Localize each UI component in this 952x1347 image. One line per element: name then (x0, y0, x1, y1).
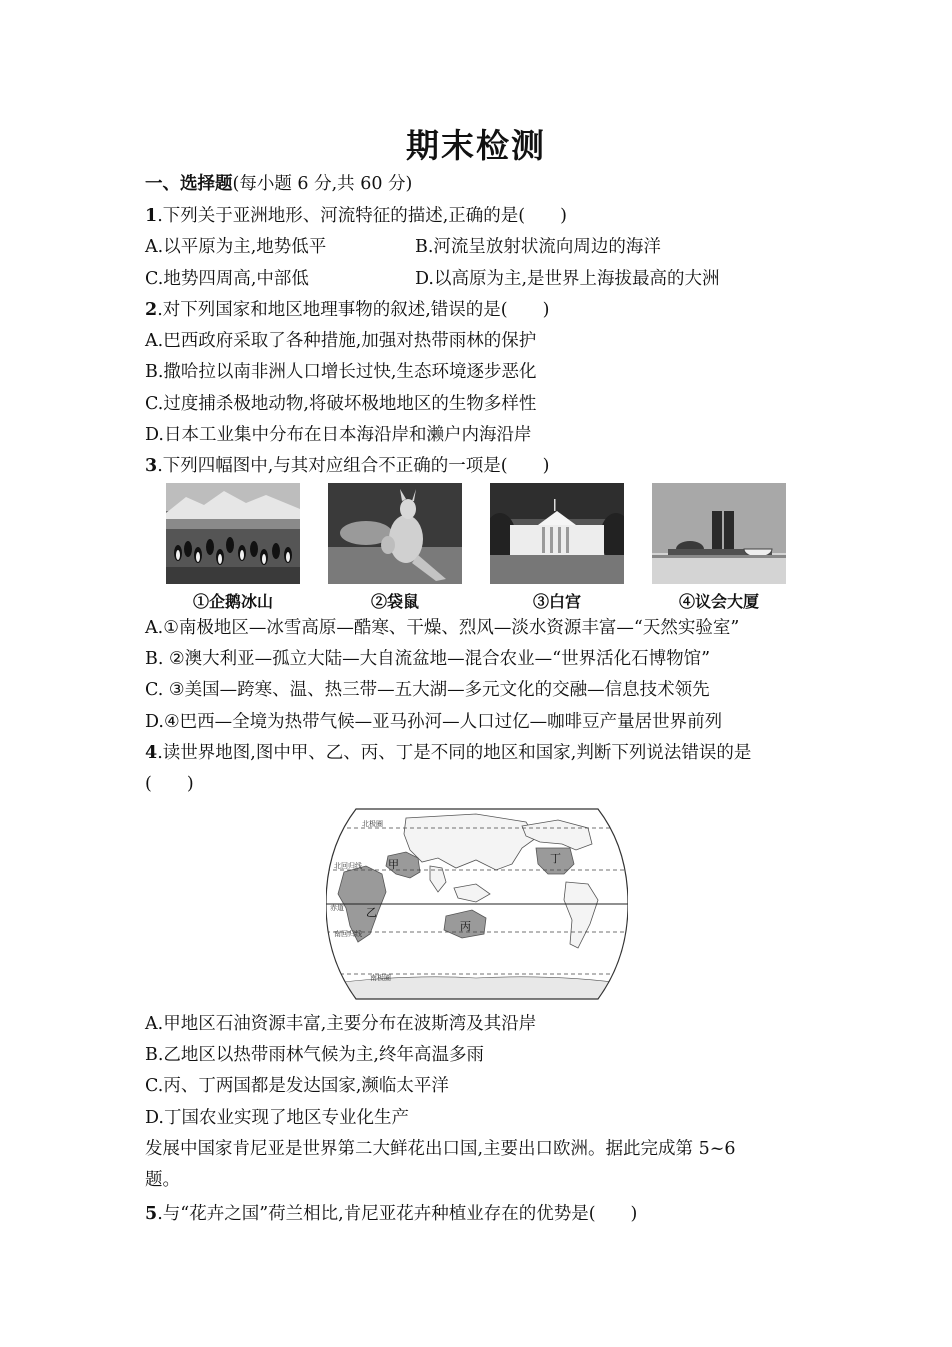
question-number: 5 (145, 1204, 158, 1224)
question-text: .读世界地图,图中甲、乙、丙、丁是不同的地区和国家,判断下列说法错误的是 (157, 743, 752, 763)
question-1-option-c: C.地势四周高,中部低 (145, 269, 309, 289)
south-polar-label: 南极圈 (370, 974, 391, 982)
region-ding-label: 丁 (550, 852, 561, 865)
question-3-option-c: C. ③美国—跨寒、温、热三带—五大湖—多元文化的交融—信息技术领先 (145, 680, 710, 700)
question-1-row-1 (145, 235, 326, 259)
kangaroo-photo (328, 483, 462, 584)
section-label: 一、选择题 (145, 174, 233, 194)
intro-5-6-line-1: 发展中国家肯尼亚是世界第二大鲜花出口国,主要出口欧洲。据此完成第 5~6 (145, 1139, 736, 1159)
question-text: .与“花卉之国”荷兰相比,肯尼亚花卉种植业存在的优势是( ) (157, 1204, 638, 1224)
intro-5-6-line-2: 题。 (145, 1170, 180, 1190)
question-1-stem (145, 204, 567, 228)
page-title: 期末检测 (406, 126, 546, 165)
question-text: .下列四幅图中,与其对应组合不正确的一项是( ) (157, 456, 550, 476)
section-note: (每小题 6 分,共 60 分) (232, 174, 413, 194)
option-a: A.以平原为主,地势低平 (145, 237, 327, 257)
question-1-option-d: D.以高原为主,是世界上海拔最高的大洲 (415, 269, 720, 289)
photo-caption-1: ①企鹅冰山 (192, 592, 273, 611)
region-bing-label: 丙 (460, 920, 471, 933)
region-yi-label: 乙 (366, 906, 377, 919)
question-number: 1 (145, 206, 158, 226)
question-3-option-a: A.①南极地区—冰雪高原—酷寒、干燥、烈风—淡水资源丰富—“天然实验室” (145, 618, 740, 638)
question-4-option-b: B.乙地区以热带雨林气候为主,终年高温多雨 (145, 1045, 484, 1065)
question-5-stem (145, 1202, 637, 1226)
question-3-option-d: D.④巴西—全境为热带气候—亚马孙河—人口过亿—咖啡豆产量居世界前列 (145, 712, 723, 732)
photo-caption-2: ②袋鼠 (370, 592, 419, 611)
question-2-option-d: D.日本工业集中分布在日本海沿岸和濑户内海沿岸 (145, 425, 532, 445)
photo-caption-3: ③白宫 (532, 592, 581, 611)
world-map (326, 808, 628, 1000)
congress-building-photo (652, 483, 786, 584)
question-2-option-b: B.撒哈拉以南非洲人口增长过快,生态环境逐步恶化 (145, 362, 537, 382)
question-number: 2 (145, 300, 158, 320)
penguin-iceberg-photo (166, 483, 300, 584)
question-2-option-a: A.巴西政府采取了各种措施,加强对热带雨林的保护 (145, 331, 537, 351)
question-2-option-c: C.过度捕杀极地动物,将破坏极地地区的生物多样性 (145, 394, 537, 414)
question-2-stem (145, 298, 549, 322)
section-heading (145, 172, 412, 196)
question-4-option-c: C.丙、丁两国都是发达国家,濒临太平洋 (145, 1076, 449, 1096)
question-number: 4 (145, 743, 158, 763)
question-4-option-d: D.丁国农业实现了地区专业化生产 (145, 1108, 409, 1128)
question-4-bracket: ( ) (145, 774, 194, 794)
white-house-photo (490, 483, 624, 584)
question-4-stem (145, 741, 751, 765)
tropic-capricorn-label: 南回归线 (334, 930, 362, 938)
question-3-option-b: B. ②澳大利亚—孤立大陆—大自流盆地—混合农业—“世界活化石博物馆” (145, 649, 711, 669)
question-text: .下列关于亚洲地形、河流特征的描述,正确的是( ) (157, 206, 567, 226)
question-number: 3 (145, 456, 158, 476)
question-1-option-b: B.河流呈放射状流向周边的海洋 (415, 237, 661, 257)
photo-caption-4: ④议会大厦 (678, 592, 759, 611)
question-3-stem (145, 454, 549, 478)
equator-label: 赤道 (330, 904, 344, 912)
north-polar-label: 北极圈 (362, 820, 383, 828)
question-text: .对下列国家和地区地理事物的叙述,错误的是( ) (157, 300, 550, 320)
region-jia-label: 甲 (388, 858, 399, 871)
question-4-option-a: A.甲地区石油资源丰富,主要分布在波斯湾及其沿岸 (145, 1014, 537, 1034)
tropic-cancer-label: 北回归线 (334, 862, 362, 870)
